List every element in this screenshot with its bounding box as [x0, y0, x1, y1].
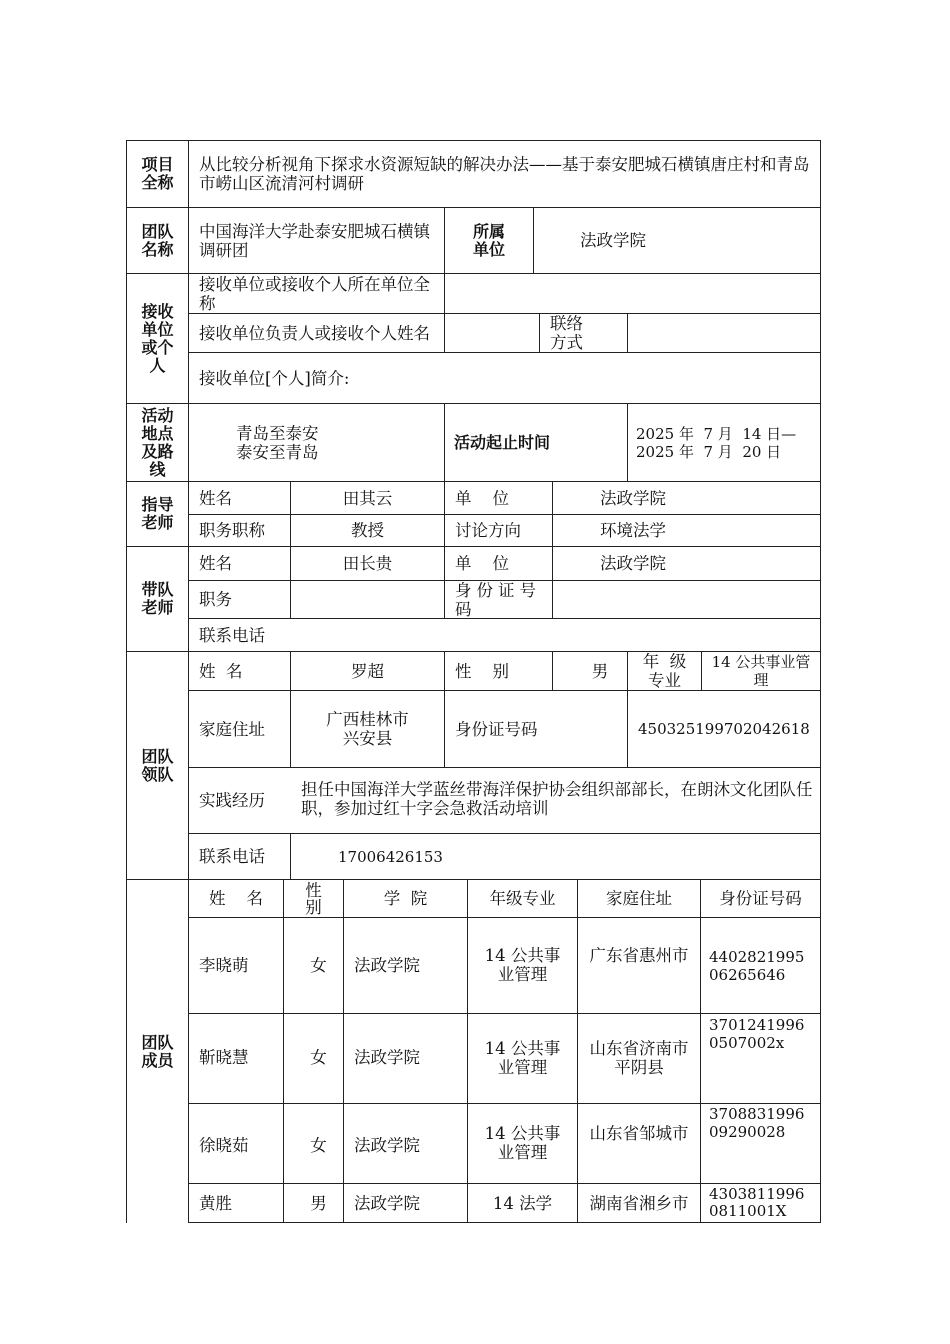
advisor-topic-label: 讨论方向 [455, 521, 521, 540]
member-id: 37012419960507002x [709, 1016, 805, 1052]
advisor-unit: 法政学院 [600, 488, 666, 508]
member-college: 法政学院 [354, 1136, 420, 1155]
activity-route: 青岛至泰安 泰安至青岛 [236, 423, 319, 462]
team-leader-gender: 男 [591, 661, 609, 681]
activity-time-label: 活动起止时间 [454, 433, 551, 452]
member-major: 14 公共事业管理 [484, 1039, 561, 1077]
members-header-id: 身份证号码 [719, 889, 802, 908]
member-name: 靳晓慧 [199, 1048, 249, 1067]
members-header-gender: 性别 [305, 880, 322, 917]
member-address: 山东省济南市平阴县 [589, 1039, 689, 1077]
member-id: 440282199506265646 [709, 947, 805, 984]
team-name-label: 团队名称 [141, 221, 174, 259]
team-leader-phone-label: 联系电话 [199, 847, 265, 866]
member-id: 43038119960811001X [709, 1185, 805, 1220]
team-leader-address: 广西桂林市兴安县 [326, 710, 409, 748]
team-leader-experience-label: 实践经历 [199, 791, 265, 810]
team-leader-address-label: 家庭住址 [199, 719, 265, 739]
leader-teacher-name-label: 姓名 [199, 554, 232, 573]
leader-teacher-duty-label: 职务 [199, 590, 232, 609]
team-leader-name-label: 姓 名 [199, 661, 243, 681]
members-header-major: 年级专业 [489, 889, 556, 908]
member-address: 湖南省湘乡市 [589, 1193, 689, 1213]
members-header-college: 学 院 [383, 889, 428, 908]
member-gender: 女 [310, 1048, 327, 1067]
receiver-head-label: 接收单位负责人或接收个人姓名 [199, 323, 430, 343]
member-name: 李晓萌 [199, 956, 249, 975]
team-unit-value: 法政学院 [580, 231, 646, 250]
team-members-label: 团队成员 [141, 1032, 174, 1070]
member-college: 法政学院 [354, 956, 420, 975]
project-label: 项目全称 [141, 155, 174, 192]
member-gender: 男 [310, 1193, 327, 1213]
receiver-full-name-label: 接收单位或接收个人所在单位全称 [199, 274, 430, 313]
team-leader-phone: 17006426153 [338, 847, 443, 866]
team-leader-experience: 担任中国海洋大学蓝丝带海洋保护协会组织部部长，在朗沐文化团队任职，参加过红十字会急救活动培训 [301, 780, 813, 818]
team-leader-grade: 14 公共事业管理 [711, 653, 811, 689]
member-name: 徐晓茹 [199, 1136, 249, 1155]
leader-teacher-id-label: 身份证号码 [455, 580, 541, 619]
advisor-name: 田其云 [342, 488, 393, 508]
members-header-address: 家庭住址 [606, 889, 672, 908]
member-major: 14 法学 [492, 1193, 553, 1213]
member-id: 370883199609290028 [709, 1105, 805, 1141]
team-leader-id-label: 身份证号码 [455, 719, 538, 739]
leader-teacher-unit-label: 单 位 [455, 554, 509, 573]
advisor-name-label: 姓名 [199, 488, 232, 508]
receiver-label: 接收单位或个人 [141, 301, 174, 375]
advisor-title-label: 职务职称 [199, 521, 265, 540]
leader-teacher-phone-label: 联系电话 [199, 625, 265, 645]
member-major: 14 公共事业管理 [484, 1124, 561, 1162]
leader-teacher-label: 带队老师 [141, 580, 174, 617]
advisor-title: 教授 [351, 521, 384, 540]
team-leader-name: 罗超 [351, 661, 384, 681]
advisor-label: 指导老师 [141, 495, 174, 532]
team-leader-gender-label: 性 别 [455, 661, 509, 681]
member-college: 法政学院 [354, 1193, 420, 1213]
members-header-name: 姓 名 [209, 889, 263, 908]
member-address: 广东省惠州市 [589, 946, 689, 965]
activity-location-label: 活动地点及路线 [141, 405, 174, 479]
member-address: 山东省邹城市 [589, 1124, 689, 1143]
team-leader-label: 团队领队 [141, 746, 174, 784]
team-leader-id: 450325199702042618 [638, 720, 810, 738]
team-leader-grade-label: 年 级 专业 [642, 652, 692, 690]
advisor-topic: 环境法学 [600, 521, 666, 540]
member-college: 法政学院 [354, 1048, 420, 1067]
leader-teacher-unit: 法政学院 [600, 554, 666, 573]
member-major: 14 公共事业管理 [484, 946, 561, 984]
project-full-name: 从比较分析视角下探求水资源短缺的解决办法——基于泰安肥城石横镇唐庄村和青岛市崂山区流清河村调研 [199, 155, 810, 193]
activity-time-value: 2025 年 7 月 14 日— 2025 年 7 月 20 日 [636, 424, 797, 461]
advisor-unit-label: 单 位 [455, 488, 509, 508]
team-unit-label: 所属单位 [472, 221, 505, 259]
member-name: 黄胜 [199, 1193, 232, 1213]
member-gender: 女 [310, 956, 327, 975]
team-name-value: 中国海洋大学赴泰安肥城石横镇调研团 [199, 221, 430, 260]
receiver-contact-label: 联络方式 [550, 314, 583, 352]
member-gender: 女 [310, 1136, 327, 1155]
receiver-intro-label: 接收单位[个人]简介: [199, 368, 350, 388]
leader-teacher-name: 田长贵 [342, 554, 393, 573]
